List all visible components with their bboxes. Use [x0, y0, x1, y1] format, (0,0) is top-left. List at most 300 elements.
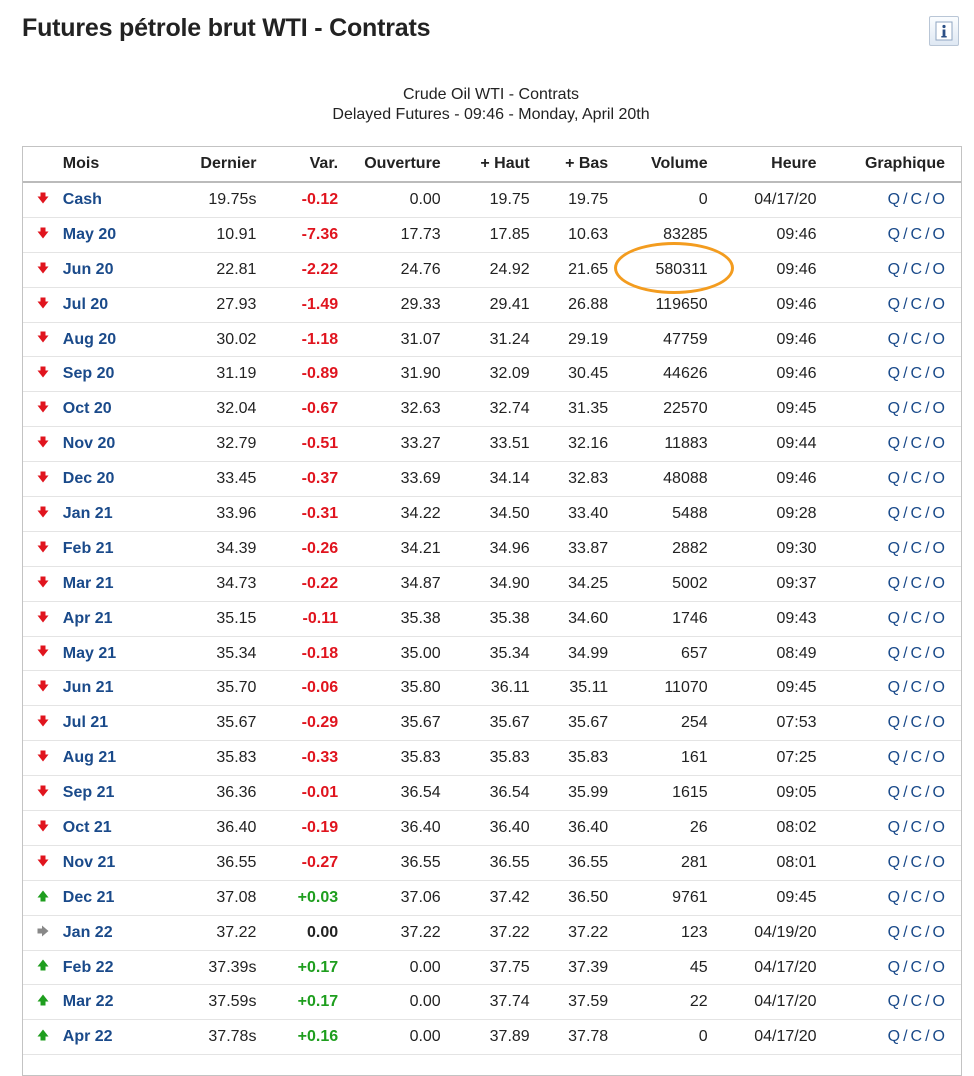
contract-month-link[interactable]: Aug 20 — [62, 330, 117, 348]
link-separator: / — [925, 818, 930, 836]
table-row — [23, 845, 961, 880]
options-link[interactable]: O — [932, 714, 945, 732]
price-change: -0.31 — [256, 497, 338, 532]
volume: 47759 — [608, 322, 707, 357]
chart-link[interactable]: C — [910, 225, 923, 243]
chart-link[interactable]: C — [910, 470, 923, 488]
low-price: 37.39 — [530, 950, 609, 985]
options-link[interactable]: O — [932, 818, 945, 836]
link-separator: / — [903, 609, 908, 627]
high-price: 36.54 — [441, 776, 530, 811]
quote-link[interactable]: Q — [887, 609, 901, 627]
quote-link[interactable]: Q — [887, 714, 901, 732]
price-change: -0.06 — [256, 671, 338, 706]
link-separator: / — [925, 225, 930, 243]
quote-link[interactable]: Q — [887, 365, 901, 383]
chart-link[interactable]: C — [910, 644, 923, 662]
link-separator: / — [925, 888, 930, 906]
chart-link[interactable]: C — [910, 400, 923, 418]
month-cell — [63, 287, 170, 322]
high-price: 32.09 — [441, 357, 530, 392]
contract-month-link[interactable]: Jul 20 — [62, 295, 109, 313]
quote-link[interactable]: Q — [887, 504, 901, 522]
high-price: 29.41 — [441, 287, 530, 322]
price-change: +0.16 — [256, 1020, 338, 1055]
high-price: 37.75 — [441, 950, 530, 985]
chart-link[interactable]: C — [910, 993, 923, 1011]
time: 09:46 — [708, 322, 817, 357]
time: 04/17/20 — [708, 950, 817, 985]
low-price: 35.67 — [530, 706, 609, 741]
low-price: 37.22 — [530, 915, 609, 950]
info-button[interactable] — [929, 16, 959, 46]
options-link[interactable]: O — [932, 574, 945, 592]
link-separator: / — [903, 958, 908, 976]
header-var: Var. — [256, 147, 338, 182]
chart-link[interactable]: C — [910, 888, 923, 906]
table-row — [23, 531, 961, 566]
table-row — [23, 776, 961, 811]
month-cell — [63, 427, 170, 462]
table-row — [23, 462, 961, 497]
trend-cell — [23, 531, 63, 566]
table-row — [23, 497, 961, 532]
contract-month-link[interactable]: Jan 21 — [62, 504, 113, 522]
open-price: 31.07 — [338, 322, 441, 357]
last-price: 36.55 — [170, 845, 257, 880]
volume: 119650 — [608, 287, 707, 322]
low-price: 36.50 — [530, 880, 609, 915]
chart-link[interactable]: C — [910, 923, 923, 941]
open-price: 36.54 — [338, 776, 441, 811]
volume: 11070 — [608, 671, 707, 706]
quote-link[interactable]: Q — [887, 958, 901, 976]
options-link[interactable]: O — [932, 504, 945, 522]
chart-links — [817, 950, 961, 985]
time: 09:46 — [708, 462, 817, 497]
volume: 1746 — [608, 601, 707, 636]
open-price: 35.00 — [338, 636, 441, 671]
link-separator: / — [903, 784, 908, 802]
chart-link[interactable]: C — [910, 679, 923, 697]
last-price: 22.81 — [170, 252, 257, 287]
chart-link[interactable]: C — [910, 853, 923, 871]
info-icon — [935, 21, 953, 41]
contract-month-link[interactable]: Oct 20 — [62, 400, 112, 418]
quote-link[interactable]: Q — [887, 784, 901, 802]
link-separator: / — [925, 749, 930, 767]
arrow-down-icon — [37, 261, 49, 279]
quote-link[interactable]: Q — [887, 470, 901, 488]
contract-month-link[interactable]: Jun 20 — [62, 260, 114, 278]
header-haut: + Haut — [441, 147, 530, 182]
month-cell — [63, 497, 170, 532]
high-price: 24.92 — [441, 252, 530, 287]
arrow-down-icon — [37, 365, 49, 383]
chart-link[interactable]: C — [910, 818, 923, 836]
quote-link[interactable]: Q — [887, 539, 901, 557]
chart-link[interactable]: C — [910, 330, 923, 348]
options-link[interactable]: O — [932, 260, 945, 278]
chart-link[interactable]: C — [910, 504, 923, 522]
table-row — [23, 287, 961, 322]
options-link[interactable]: O — [932, 679, 945, 697]
quote-link[interactable]: Q — [887, 435, 901, 453]
quote-link[interactable]: Q — [887, 295, 901, 313]
quote-link[interactable]: Q — [887, 190, 901, 208]
arrow-down-icon — [37, 226, 49, 244]
options-link[interactable]: O — [932, 539, 945, 557]
arrow-down-icon — [37, 854, 49, 872]
table-row — [23, 811, 961, 846]
price-change: -1.18 — [256, 322, 338, 357]
time: 09:05 — [708, 776, 817, 811]
arrow-down-icon — [37, 714, 49, 732]
contract-month-link[interactable]: Dec 20 — [62, 470, 115, 488]
open-price: 34.21 — [338, 531, 441, 566]
time: 09:46 — [708, 287, 817, 322]
options-link[interactable]: O — [932, 923, 945, 941]
last-price: 36.40 — [170, 811, 257, 846]
price-change: -0.27 — [256, 845, 338, 880]
table-row — [23, 706, 961, 741]
chart-links — [817, 671, 961, 706]
low-price: 30.45 — [530, 357, 609, 392]
volume: 5488 — [608, 497, 707, 532]
table-row — [23, 985, 961, 1020]
month-cell — [63, 636, 170, 671]
volume: 26 — [608, 811, 707, 846]
low-price: 34.25 — [530, 566, 609, 601]
header-bas: + Bas — [530, 147, 609, 182]
contract-month-link[interactable]: Feb 21 — [62, 539, 114, 557]
trend-cell — [23, 811, 63, 846]
link-separator: / — [903, 818, 908, 836]
contract-month-link[interactable]: Nov 21 — [62, 853, 116, 871]
high-price: 37.89 — [441, 1020, 530, 1055]
low-price: 34.60 — [530, 601, 609, 636]
arrow-down-icon — [37, 644, 49, 662]
contract-month-link[interactable]: Jun 21 — [62, 679, 114, 697]
chart-links — [817, 566, 961, 601]
low-price: 21.65 — [530, 252, 609, 287]
chart-link[interactable]: C — [910, 609, 923, 627]
month-cell — [63, 706, 170, 741]
open-price: 32.63 — [338, 392, 441, 427]
link-separator: / — [903, 400, 908, 418]
chart-link[interactable]: C — [910, 784, 923, 802]
last-price: 37.59s — [170, 985, 257, 1020]
trend-cell — [23, 671, 63, 706]
contract-month-link[interactable]: May 20 — [62, 225, 117, 243]
table-subcaption: Delayed Futures - 09:46 - Monday, April 20th — [332, 106, 650, 123]
price-change: -0.11 — [256, 601, 338, 636]
trend-cell — [23, 880, 63, 915]
header-arrow — [23, 147, 63, 182]
last-price: 37.08 — [170, 880, 257, 915]
quote-link[interactable]: Q — [887, 818, 901, 836]
options-link[interactable]: O — [932, 435, 945, 453]
arrow-down-icon — [37, 749, 49, 767]
trend-cell — [23, 776, 63, 811]
contract-month-link[interactable]: Apr 22 — [62, 1028, 113, 1046]
link-separator: / — [925, 923, 930, 941]
time: 08:01 — [708, 845, 817, 880]
options-link[interactable]: O — [932, 330, 945, 348]
trend-cell — [23, 462, 63, 497]
volume: 22570 — [608, 392, 707, 427]
quote-link[interactable]: Q — [887, 400, 901, 418]
contract-month-link[interactable]: Jul 21 — [62, 714, 109, 732]
link-separator: / — [925, 784, 930, 802]
price-change: -0.19 — [256, 811, 338, 846]
quote-link[interactable]: Q — [887, 853, 901, 871]
chart-link[interactable]: C — [910, 190, 923, 208]
last-price: 33.45 — [170, 462, 257, 497]
trend-cell — [23, 287, 63, 322]
volume: 161 — [608, 741, 707, 776]
quote-link[interactable]: Q — [887, 993, 901, 1011]
quote-link[interactable]: Q — [887, 225, 901, 243]
month-cell — [63, 776, 170, 811]
open-price: 29.33 — [338, 287, 441, 322]
contract-month-link[interactable]: Nov 20 — [62, 435, 116, 453]
open-price: 35.80 — [338, 671, 441, 706]
arrow-down-icon — [37, 610, 49, 628]
chart-links — [817, 182, 961, 217]
quote-link[interactable]: Q — [887, 888, 901, 906]
quote-link[interactable]: Q — [887, 330, 901, 348]
chart-link[interactable]: C — [910, 958, 923, 976]
open-price: 37.22 — [338, 915, 441, 950]
chart-links — [817, 427, 961, 462]
header-graphique: Graphique — [817, 147, 961, 182]
contract-month-link[interactable]: Apr 21 — [62, 609, 113, 627]
link-separator: / — [925, 190, 930, 208]
contract-month-link[interactable]: Dec 21 — [62, 888, 115, 906]
quote-link[interactable]: Q — [887, 923, 901, 941]
time: 04/17/20 — [708, 182, 817, 217]
trend-cell — [23, 636, 63, 671]
open-price: 34.87 — [338, 566, 441, 601]
trend-cell — [23, 985, 63, 1020]
contracts-table — [23, 147, 961, 1055]
month-cell — [63, 217, 170, 252]
chart-link[interactable]: C — [910, 574, 923, 592]
high-price: 33.51 — [441, 427, 530, 462]
link-separator: / — [903, 1028, 908, 1046]
month-cell — [63, 601, 170, 636]
time: 09:46 — [708, 217, 817, 252]
arrow-down-icon — [37, 540, 49, 558]
link-separator: / — [925, 295, 930, 313]
month-cell — [63, 322, 170, 357]
low-price: 32.16 — [530, 427, 609, 462]
contract-month-link[interactable]: May 21 — [62, 644, 117, 662]
options-link[interactable]: O — [932, 993, 945, 1011]
link-separator: / — [903, 190, 908, 208]
arrow-up-icon — [37, 993, 49, 1011]
chart-link[interactable]: C — [910, 365, 923, 383]
last-price: 37.39s — [170, 950, 257, 985]
last-price: 35.67 — [170, 706, 257, 741]
chart-link[interactable]: C — [910, 539, 923, 557]
price-change: -0.33 — [256, 741, 338, 776]
high-price: 36.40 — [441, 811, 530, 846]
header-volume: Volume — [608, 147, 707, 182]
open-price: 36.40 — [338, 811, 441, 846]
arrow-down-icon — [37, 505, 49, 523]
low-price: 33.87 — [530, 531, 609, 566]
contract-month-link[interactable]: Oct 21 — [62, 818, 112, 836]
options-link[interactable]: O — [932, 644, 945, 662]
link-separator: / — [903, 435, 908, 453]
options-link[interactable]: O — [932, 295, 945, 313]
link-separator: / — [903, 993, 908, 1011]
volume: 48088 — [608, 462, 707, 497]
trend-cell — [23, 915, 63, 950]
last-price: 36.36 — [170, 776, 257, 811]
contract-month-link[interactable]: Mar 22 — [62, 993, 114, 1011]
link-separator: / — [925, 853, 930, 871]
table-row — [23, 636, 961, 671]
link-separator: / — [925, 1028, 930, 1046]
options-link[interactable]: O — [932, 609, 945, 627]
arrow-down-icon — [37, 784, 49, 802]
last-price: 37.22 — [170, 915, 257, 950]
high-price: 37.22 — [441, 915, 530, 950]
chart-link[interactable]: C — [910, 1028, 923, 1046]
open-price: 33.27 — [338, 427, 441, 462]
time: 09:28 — [708, 497, 817, 532]
open-price: 35.38 — [338, 601, 441, 636]
link-separator: / — [925, 644, 930, 662]
options-link[interactable]: O — [932, 958, 945, 976]
options-link[interactable]: O — [932, 470, 945, 488]
options-link[interactable]: O — [932, 784, 945, 802]
link-separator: / — [925, 330, 930, 348]
chart-link[interactable]: C — [910, 749, 923, 767]
time: 09:43 — [708, 601, 817, 636]
arrow-down-icon — [37, 400, 49, 418]
open-price: 24.76 — [338, 252, 441, 287]
contract-month-link[interactable]: Sep 21 — [62, 784, 115, 802]
low-price: 36.55 — [530, 845, 609, 880]
price-change: +0.17 — [256, 950, 338, 985]
low-price: 31.35 — [530, 392, 609, 427]
contract-month-link[interactable]: Sep 20 — [62, 365, 115, 383]
table-caption: Crude Oil WTI - Contrats — [402, 86, 580, 103]
options-link[interactable]: O — [932, 749, 945, 767]
options-link[interactable]: O — [932, 1028, 945, 1046]
volume: 2882 — [608, 531, 707, 566]
quote-link[interactable]: Q — [887, 679, 901, 697]
arrow-up-icon — [37, 1028, 49, 1046]
contract-month-link[interactable]: Aug 21 — [62, 749, 117, 767]
volume: 1615 — [608, 776, 707, 811]
options-link[interactable]: O — [932, 190, 945, 208]
high-price: 35.83 — [441, 741, 530, 776]
month-cell — [63, 845, 170, 880]
chart-links — [817, 985, 961, 1020]
high-price: 19.75 — [441, 182, 530, 217]
link-separator: / — [903, 365, 908, 383]
trend-cell — [23, 357, 63, 392]
chart-link[interactable]: C — [910, 260, 923, 278]
time: 07:25 — [708, 741, 817, 776]
chart-links — [817, 252, 961, 287]
options-link[interactable]: O — [932, 888, 945, 906]
price-change: -0.89 — [256, 357, 338, 392]
chart-links — [817, 531, 961, 566]
low-price: 10.63 — [530, 217, 609, 252]
price-change: -1.49 — [256, 287, 338, 322]
time: 09:45 — [708, 671, 817, 706]
month-cell — [63, 531, 170, 566]
high-price: 17.85 — [441, 217, 530, 252]
quote-link[interactable]: Q — [887, 749, 901, 767]
month-cell — [63, 462, 170, 497]
link-separator: / — [925, 400, 930, 418]
chart-links — [817, 287, 961, 322]
link-separator: / — [925, 470, 930, 488]
month-cell — [63, 811, 170, 846]
high-price: 34.96 — [441, 531, 530, 566]
quote-link[interactable]: Q — [887, 260, 901, 278]
options-link[interactable]: O — [932, 400, 945, 418]
table-row — [23, 671, 961, 706]
arrow-up-icon — [37, 958, 49, 976]
trend-cell — [23, 427, 63, 462]
options-link[interactable]: O — [932, 225, 945, 243]
chart-link[interactable]: C — [910, 435, 923, 453]
link-separator: / — [925, 539, 930, 557]
table-row — [23, 1020, 961, 1055]
contract-month-link[interactable]: Cash — [62, 190, 102, 208]
table-row — [23, 880, 961, 915]
trend-cell — [23, 252, 63, 287]
last-price: 27.93 — [170, 287, 257, 322]
last-price: 33.96 — [170, 497, 257, 532]
contract-month-link[interactable]: Jan 22 — [62, 923, 113, 941]
options-link[interactable]: O — [932, 853, 945, 871]
volume: 254 — [608, 706, 707, 741]
time: 09:45 — [708, 392, 817, 427]
high-price: 34.90 — [441, 566, 530, 601]
open-price: 35.67 — [338, 706, 441, 741]
month-cell — [63, 252, 170, 287]
contract-month-link[interactable]: Feb 22 — [62, 958, 114, 976]
quote-link[interactable]: Q — [887, 1028, 901, 1046]
table-row — [23, 182, 961, 217]
contracts-table-container — [22, 146, 962, 1076]
chart-link[interactable]: C — [910, 295, 923, 313]
chart-link[interactable]: C — [910, 714, 923, 732]
arrow-down-icon — [37, 435, 49, 453]
link-separator: / — [903, 539, 908, 557]
options-link[interactable]: O — [932, 365, 945, 383]
open-price: 0.00 — [338, 182, 441, 217]
link-separator: / — [925, 435, 930, 453]
link-separator: / — [925, 504, 930, 522]
quote-link[interactable]: Q — [887, 574, 901, 592]
quote-link[interactable]: Q — [887, 644, 901, 662]
trend-cell — [23, 1020, 63, 1055]
low-price: 34.99 — [530, 636, 609, 671]
time: 04/19/20 — [708, 915, 817, 950]
contract-month-link[interactable]: Mar 21 — [62, 574, 114, 592]
volume: 123 — [608, 915, 707, 950]
